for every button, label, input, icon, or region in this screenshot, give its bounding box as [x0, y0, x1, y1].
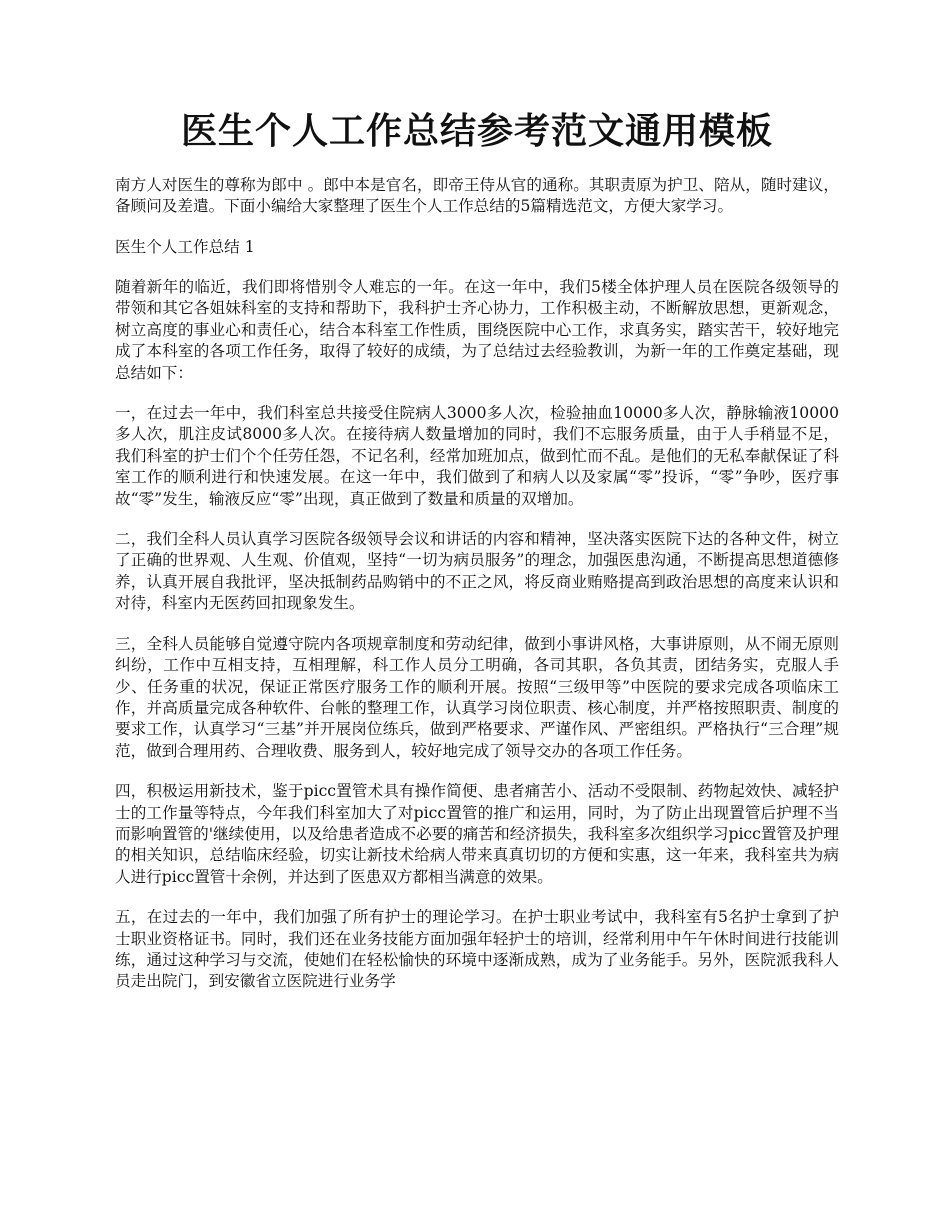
body-paragraph-2: 一，在过去一年中，我们科室总共接受住院病人3000多人次，检验抽血10000多人次，静脉输液10000多人次，肌注皮试8000多人次。在接待病人数量增加的同时，我们不忘服务质量，由于人手稍显不足，我们科室的护士们个个任劳任怨，不记名利，经常加班加点，做到忙而不乱。是他们的无私奉献保证了科室工作的顺利进行和快速发展。在这一年中，我们做到了和病人以及家属“零”投诉，“零”争吵，医疗事故“零”发生，输液反应“零”出现，真正做到了数量和质量的双增加。: [115, 404, 839, 508]
intro-paragraph: 南方人对医生的尊称为郎中 。郎中本是官名，即帝王侍从官的通称。其职责原为护卫、陪从，随时建议，备顾问及差遣。下面小编给大家整理了医生个人工作总结的5篇精选范文，方便大家学习。: [115, 175, 839, 216]
document-page: [115, 108, 839, 1012]
body-paragraph-3: 二，我们全科人员认真学习医院各级领导会议和讲话的内容和精神，坚决落实医院下达的各种文件，树立了正确的世界观、人生观、价值观，坚持“一切为病员服务”的理念，加强医患沟通，不断提高思想道德修养，认真开展自我批评，坚决抵制药品购销中的不正之风，将反商业贿赂提高到政治思想的高度来认识和对待，科室内无医药回扣现象发生。: [115, 530, 839, 613]
body-paragraph-5: 四，积极运用新技术，鉴于picc置管术具有操作简便、患者痛苦小、活动不受限制、药物起效快、减轻护士的工作量等特点，今年我们科室加大了对picc置管的推广和运用，同时，为了防止出现置管后护理不当而影响置管的'继续使用，以及给患者造成不必要的痛苦和经济损失，我科室多次组织学习picc置管及护理的相关知识，总结临床经验，切实让新技术给病人带来真真切切的方便和实惠，这一年来，我科室共为病人进行picc置管十余例，并达到了医患双方都相当满意的效果。: [115, 782, 839, 886]
body-paragraph-6: 五，在过去的一年中，我们加强了所有护士的理论学习。在护士职业考试中，我科室有5名护士拿到了护士职业资格证书。同时，我们还在业务技能方面加强年轻护士的培训，经常利用中午午休时间进行技能训练，通过这种学习与交流，使她们在轻松愉快的环境中逐渐成熟，成为了业务能手。另外，医院派我科人员走出院门，到安徽省立医院进行业务学: [115, 908, 839, 991]
body-paragraph-1: 随着新年的临近，我们即将惜别令人难忘的一年。在这一年中，我们5楼全体护理人员在医院各级领导的带领和其它各姐妹科室的支持和帮助下，我科护士齐心协力，工作积极主动，不断解放思想，更新观念，树立高度的事业心和责任心，结合本科室工作性质，围绕医院中心工作，求真务实，踏实苦干，较好地完成了本科室的各项工作任务，取得了较好的成绩，为了总结过去经验教训，为新一年的工作奠定基础，现总结如下：: [115, 278, 839, 382]
body-paragraph-4: 三，全科人员能够自觉遵守院内各项规章制度和劳动纪律，做到小事讲风格，大事讲原则，从不闹无原则纠纷，工作中互相支持，互相理解，科工作人员分工明确，各司其职，各负其责，团结务实，克服人手少、任务重的状况，保证正常医疗服务工作的顺利开展。按照“三级甲等”中医院的要求完成各项临床工作，并高质量完成各种软件、台帐的整理工作，认真学习岗位职责、核心制度，并严格按照职责、制度的要求工作，认真学习“三基”并开展岗位练兵，做到严格要求、严谨作风、严密组织。严格执行“三合理”规范，做到合理用药、合理收费、服务到人，较好地完成了领导交办的各项工作任务。: [115, 634, 839, 760]
document-title: 医生个人工作总结参考范文通用模板: [180, 110, 773, 152]
section-heading: 医生个人工作总结 1: [115, 237, 255, 256]
